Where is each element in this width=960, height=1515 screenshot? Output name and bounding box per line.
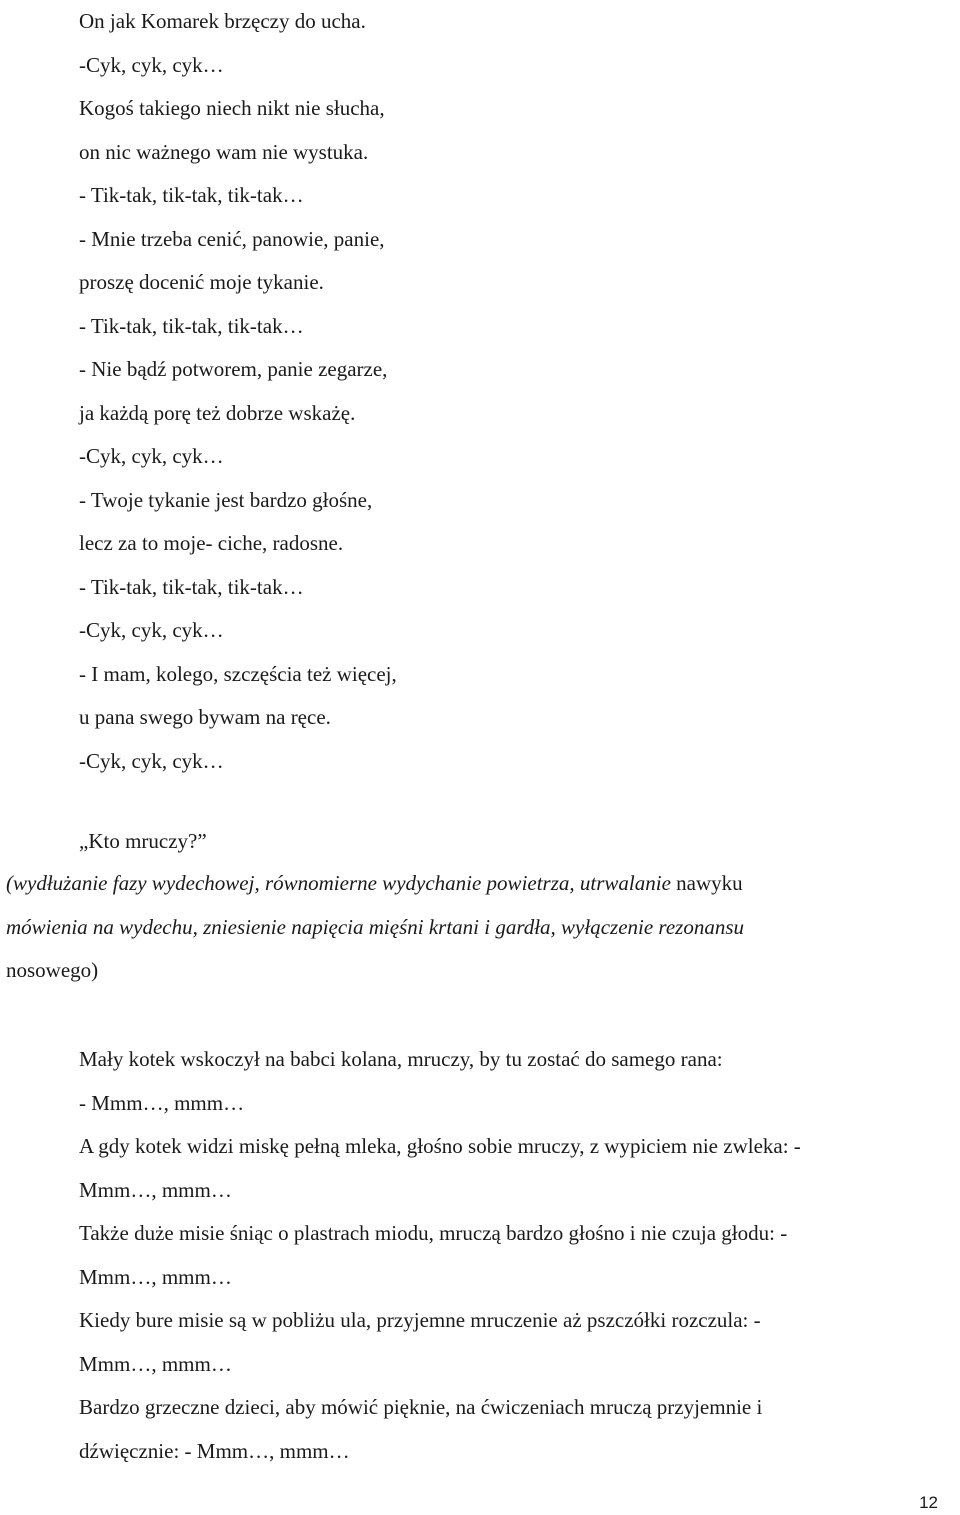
exercise-line: Mmm…, mmm… <box>79 1351 232 1376</box>
poem-line: - Twoje tykanie jest bardzo głośne, <box>79 487 373 512</box>
exercise-line: Mmm…, mmm… <box>79 1177 232 1202</box>
poem-line: - Mnie trzeba cenić, panowie, panie, <box>79 226 385 251</box>
poem-line: - Tik-tak, tik-tak, tik-tak… <box>79 313 304 338</box>
poem-line: - I mam, kolego, szczęścia też więcej, <box>79 661 397 686</box>
instruction-line: nosowego) <box>6 958 99 982</box>
exercise-line: Mały kotek wskoczył na babci kolana, mruczy, by tu zostać do samego rana: <box>79 1047 723 1071</box>
poem-line: ja każdą porę też dobrze wskażę. <box>79 400 356 425</box>
exercise-text <box>79 1038 954 1473</box>
poem-line: on nic ważnego wam nie wystuka. <box>79 139 369 164</box>
exercise-line: Bardzo grzeczne dzieci, aby mówić pięknie, na ćwiczeniach mruczą przyjemnie i <box>79 1395 763 1419</box>
poem-line: -Cyk, cyk, cyk… <box>79 444 224 468</box>
poem-line: Kogoś takiego niech nikt nie słucha, <box>79 96 385 120</box>
poem <box>79 0 939 783</box>
poem-line: lecz za to moje- ciche, radosne. <box>79 531 344 555</box>
poem-line: -Cyk, cyk, cyk… <box>79 52 224 77</box>
instruction-text: nawyku <box>670 871 743 895</box>
exercise-line: dźwięcznie: - Mmm…, mmm… <box>79 1438 350 1463</box>
poem-line: u pana swego bywam na ręce. <box>79 705 331 729</box>
section-title: „Kto mruczy?” <box>79 829 207 853</box>
exercise-line: Kiedy bure misie są w pobliżu ula, przyjemne mruczenie aż pszczółki rozczula: - <box>79 1308 761 1332</box>
exercise-line: Mmm…, mmm… <box>79 1264 232 1289</box>
exercise-line: - Mmm…, mmm… <box>79 1090 245 1115</box>
exercise-line: Także duże misie śniąc o plastrach miodu, mruczą bardzo głośno i nie czuja głodu: - <box>79 1221 788 1245</box>
poem-line: - Nie bądź potworem, panie zegarze, <box>79 357 388 381</box>
poem-line: - Tik-tak, tik-tak, tik-tak… <box>79 183 304 207</box>
poem-line: -Cyk, cyk, cyk… <box>79 618 224 642</box>
poem-line: On jak Komarek brzęczy do ucha. <box>79 9 366 33</box>
poem-line: - Tik-tak, tik-tak, tik-tak… <box>79 574 304 599</box>
instruction-note <box>6 862 936 993</box>
instruction-italic: (wydłużanie fazy wydechowej, równomierne wydychanie powietrza, utrwalanie <box>6 871 671 895</box>
exercise-line: A gdy kotek widzi miskę pełną mleka, głośno sobie mruczy, z wypiciem nie zwleka: - <box>79 1134 801 1158</box>
poem-line: proszę docenić moje tykanie. <box>79 270 324 294</box>
poem-line: -Cyk, cyk, cyk… <box>79 748 224 773</box>
instruction-line <box>6 862 936 906</box>
page-number: 12 <box>919 1493 938 1512</box>
instruction-line: mówienia na wydechu, zniesienie napięcia mięśni krtani i gardła, wyłączenie rezonansu <box>6 914 744 939</box>
